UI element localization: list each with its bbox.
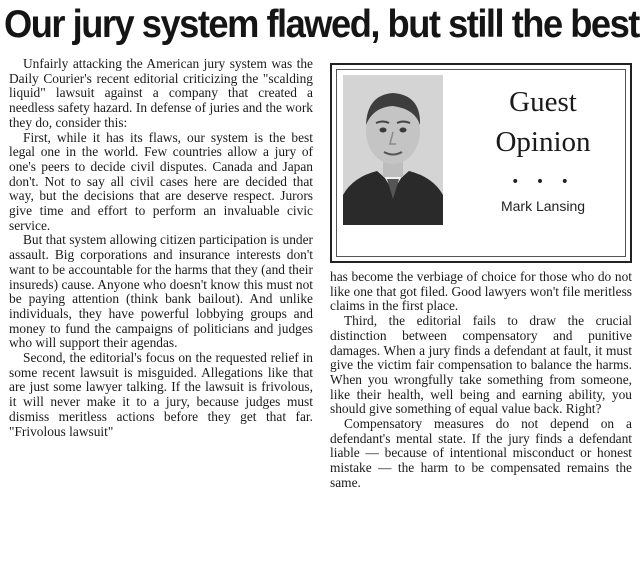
opinion-label: Opinion [495,126,591,158]
author-name: Mark Lansing [500,198,586,214]
article-paragraph: Second, the editorial's focus on the requested relief in some recent lawsuit is misguided. Allegations like that are just some lawyer talking. If the lawsuit is frivolous, it will never make it to a jury, because judges must dismiss meritless actions before they get that far. "Frivolous lawsuit" [9,350,313,439]
article-column-left [9,57,313,439]
article-paragraph: First, while it has its flaws, our system is the best legal one in the world. Few countries allow a jury of one's peers to decide civil disputes. Canada and Japan don't. Not to say all civil cases here are decided that way, but the decisions that are deserve respect. Jurors give time and effort to perform an invaluable civic service. [9,129,313,233]
headline: Our jury system flawed, but still the best [4,3,639,46]
article-paragraph: Compensatory measures do not depend on a defendant's mental state. If the jury finds a defendant liable — because of intentional misconduct or honest mistake — the harm to be compensated remains the same. [330,416,632,490]
article-paragraph: But that system allowing citizen participation is under assault. Big corporations and insurance interests don't want to be accountable for the harms that they (and their insureds) cause. Anyone who doesn't know this must not be paying attention (think bank bailout). And unlike individuals, they have powerful lobbying groups and money to fund the campaigns of politicians and judges who will support their agendas. [9,232,313,351]
separator-dots: • • • [511,174,575,190]
author-portrait-image [343,75,443,225]
guest-label: Guest [509,86,577,118]
article-paragraph: Unfairly attacking the American jury system was the Daily Courier's recent editorial criticizing the "scalding liquid" lawsuit against a company that created a needless safety hazard. In defense of juries and the work they do, consider this: [9,56,313,130]
article-paragraph: has become the verbiage of choice for those who do not like one that got filed. Good lawyers won't file meritless claims in the first place. [330,269,632,314]
article-column-right [330,270,632,491]
article-paragraph: Third, the editorial fails to draw the crucial distinction between compensatory and punitive damages. When a jury finds a defendant at fault, it must give the victim fair compensation to balance the harms. When you wrongfully take something from someone, like their health, well being and earning ability, you should give something of equal value back. Right? [330,313,632,417]
author-portrait [343,75,443,225]
